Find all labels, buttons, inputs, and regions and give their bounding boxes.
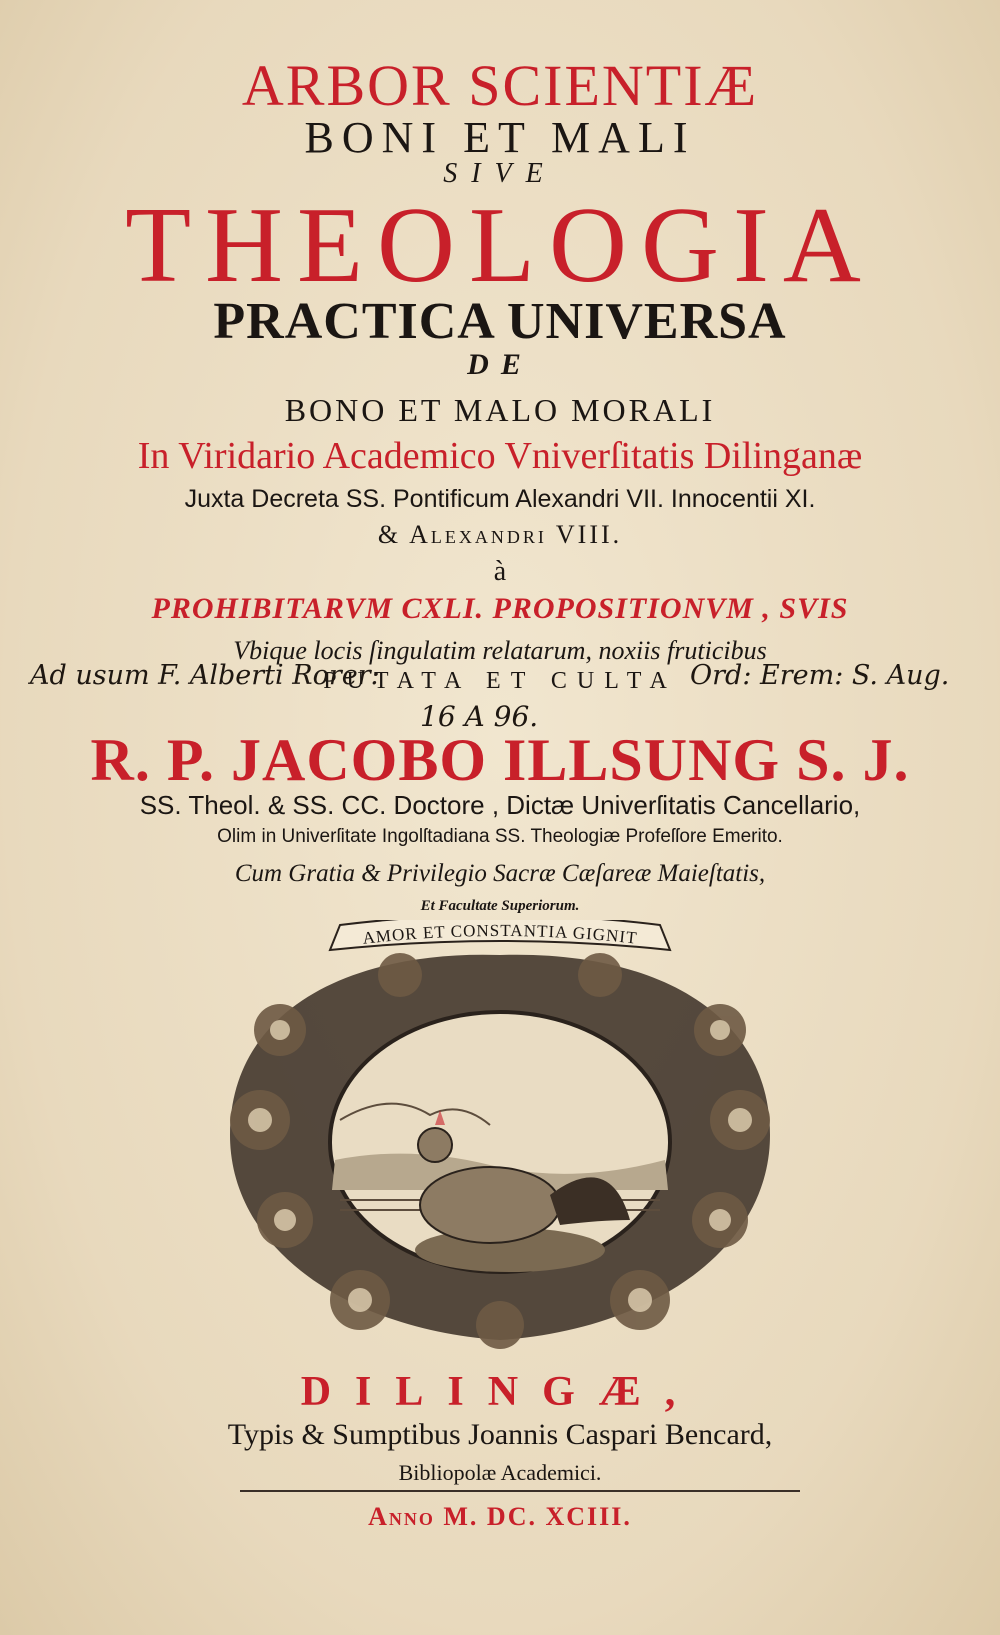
emblem-motto: AMOR ET CONSTANTIA GIGNIT <box>361 920 639 948</box>
imprint-printer: Typis & Sumptibus Joannis Caspari Bencard, <box>227 1418 773 1451</box>
line-vbique: Vbique locis ſingulatim relatarum, noxiis fruticibus <box>233 636 767 665</box>
divider-rule <box>240 1490 800 1492</box>
title-arbor-scientiae: ARBOR SCIENTIÆ <box>241 53 759 118</box>
handwritten-numbers: 16 A 96. <box>420 700 539 733</box>
handwritten-ownership-right: Ord: Erem: S. Aug. <box>690 660 950 691</box>
author-titles: SS. Theol. & SS. CC. Doctore , Dictæ Univerſitatis Cancellario, <box>139 790 861 820</box>
title-boni-et-mali: BONI ET MALI <box>304 113 696 162</box>
handwritten-ownership-left: Ad usum F. Alberti Rorer: <box>30 660 380 691</box>
author-name: R. P. JACOBO ILLSUNG S. J. <box>90 727 910 793</box>
line-a: à <box>493 556 507 587</box>
line-prohibitarum: PROHIBITARVM CXLI. PROPOSITIONVM , SVIS <box>151 592 849 625</box>
title-theologia: THEOLOGIA <box>125 186 875 305</box>
imprint-bibliopolae: Bibliopolæ Academici. <box>398 1460 602 1485</box>
title-de: DE <box>467 348 533 381</box>
printers-emblem <box>190 920 810 1360</box>
title-sive: SIVE <box>443 158 557 189</box>
line-in-viridario: In Viridario Academico Vniverſitatis Dilinganæ <box>137 435 863 477</box>
line-alexandri-viii: & Alexandri VIII. <box>377 520 623 549</box>
title-bono-et-malo: BONO ET MALO MORALI <box>284 392 716 428</box>
author-former-post: Olim in Univerſitate Ingolſtadiana SS. Theologiæ Profeſſore Emerito. <box>217 826 783 847</box>
facultate-line: Et Facultate Superiorum. <box>420 898 580 914</box>
imprint-year: Anno M. DC. XCIII. <box>368 1502 632 1531</box>
line-putata-et-culta: PUTATA ET CULTA <box>323 668 677 694</box>
privilege-line: Cum Gratia & Privilegio Sacræ Cæſareæ Maieſtatis, <box>234 860 766 887</box>
imprint-place: DILINGÆ, <box>300 1369 700 1415</box>
title-practica-universa: PRACTICA UNIVERSA <box>213 293 787 350</box>
line-juxta-decreta: Juxta Decreta SS. Pontificum Alexandri VII. Innocentii XI. <box>184 485 816 513</box>
